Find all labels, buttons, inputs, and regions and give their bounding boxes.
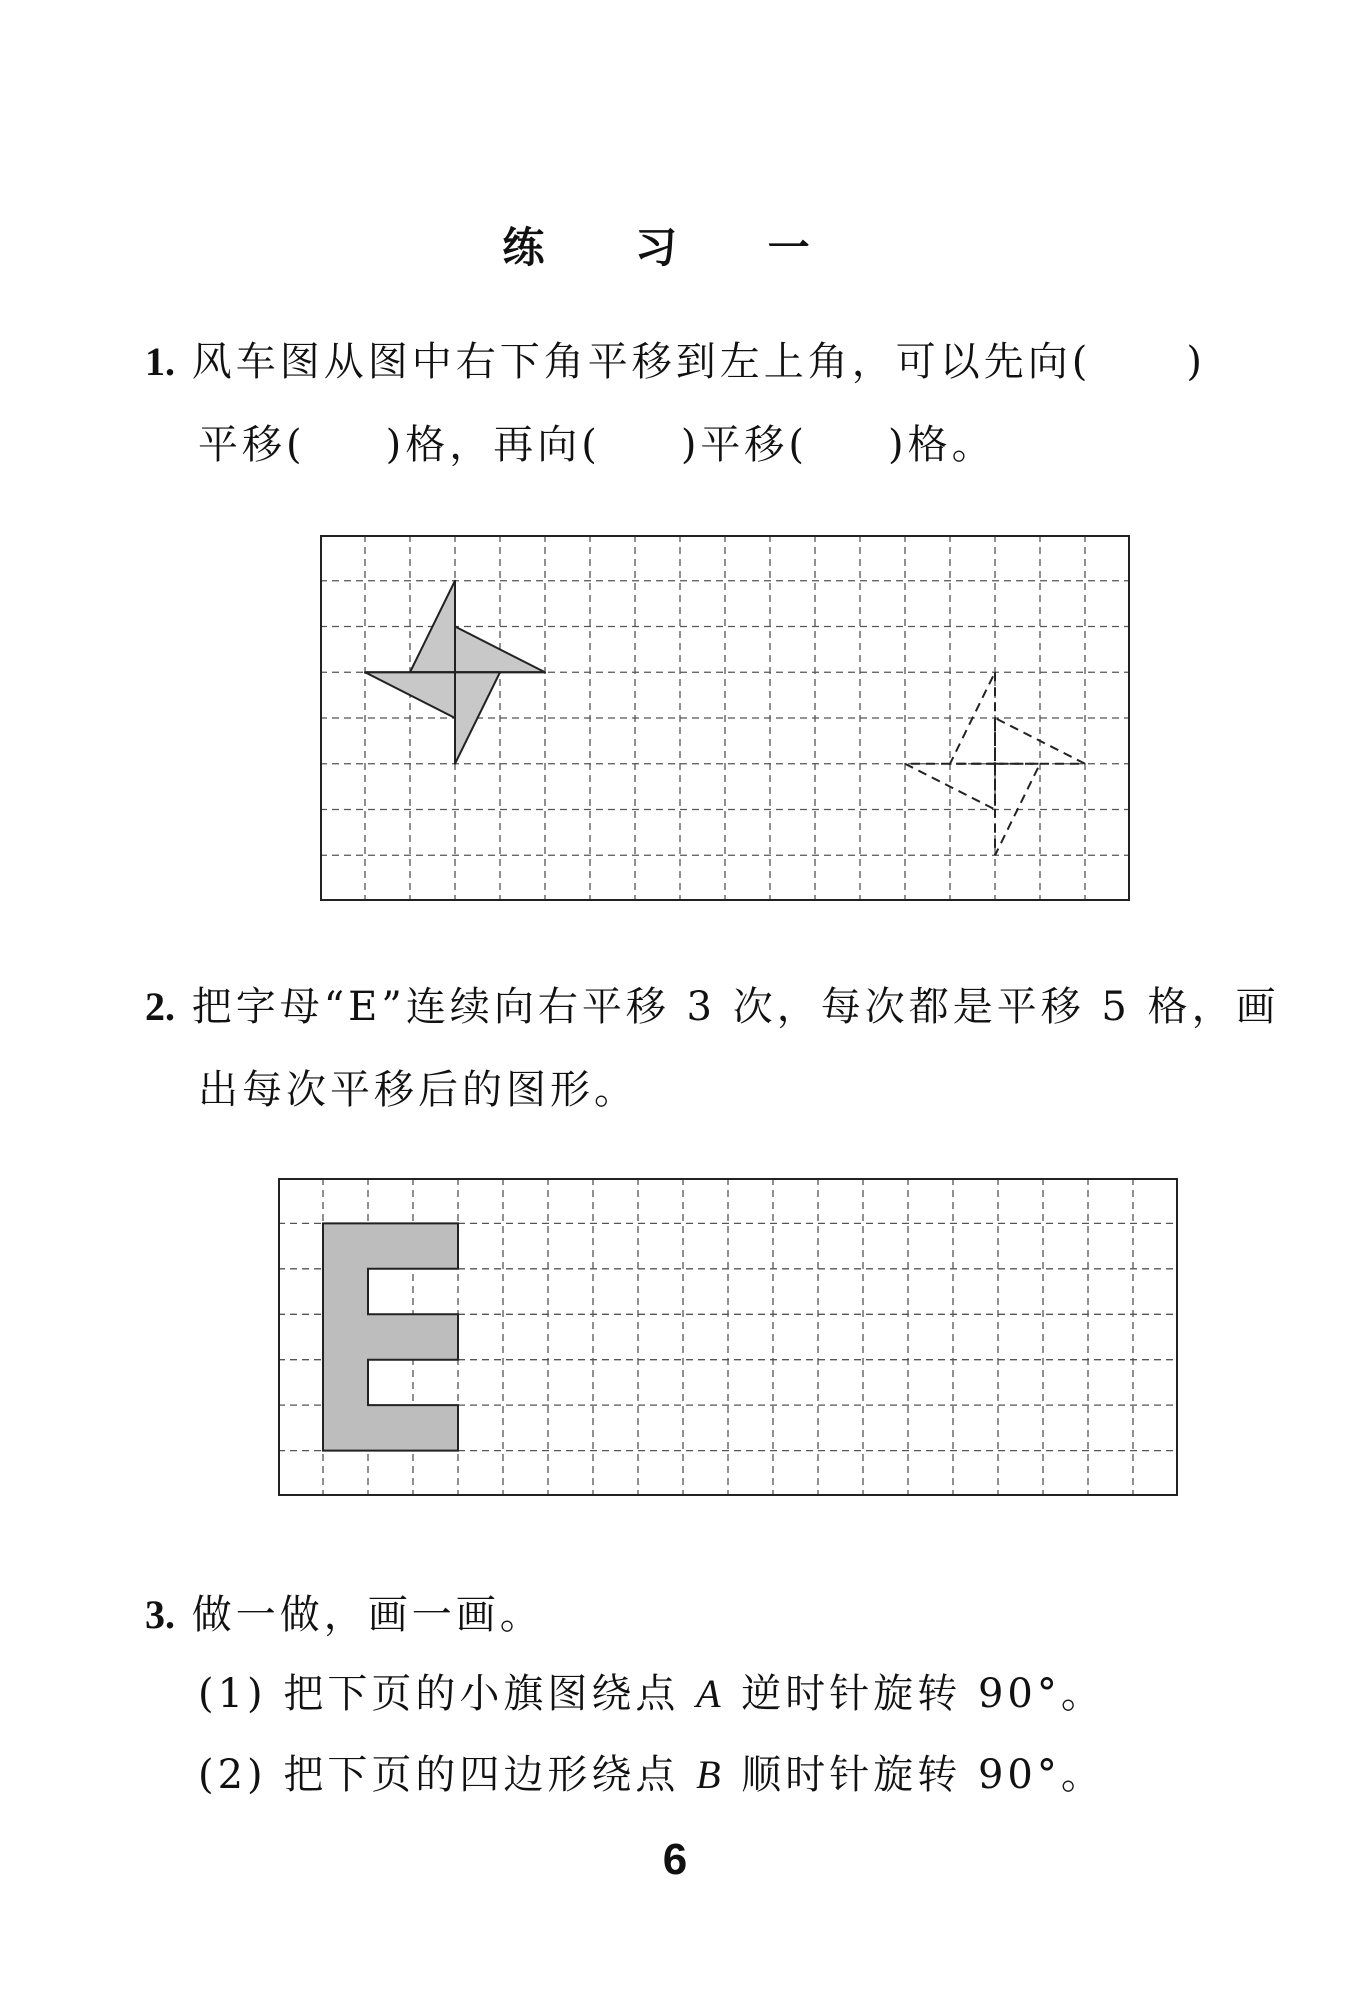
q1-number: 1. [145, 339, 175, 384]
q2-text-a: 把字母“E”连续向右平移 3 次，每次都是平移 5 格，画 [191, 984, 1280, 1030]
q1-text-e: )平移( [680, 422, 809, 468]
q1-text-b: ) [1186, 339, 1206, 385]
q3-line1 [145, 1583, 544, 1640]
q3-sub1 [198, 1662, 1105, 1719]
q2-line1 [145, 975, 1280, 1032]
q1-line1 [145, 330, 1206, 387]
q1-text-d: )格，再向( [385, 422, 601, 468]
page-title: 练 习 一 [502, 223, 848, 272]
q3-sub2-point: B [696, 1752, 725, 1797]
pinwheel-grid [320, 535, 1130, 901]
q3-sub2-text-b: 顺时针旋转 90°。 [741, 1752, 1105, 1798]
q2-line2: 出每次平移后的图形。 [198, 1067, 638, 1113]
q3-number: 3. [145, 1592, 175, 1637]
q3-sub1-text-b: 逆时针旋转 90°。 [741, 1671, 1105, 1717]
grid1-dashed-lines [320, 535, 1130, 901]
q3-text-a: 做一做，画一画。 [191, 1592, 544, 1638]
pinwheel-blade-left [365, 672, 455, 718]
page-number: 6 [662, 1835, 688, 1884]
q1-text-c: 平移( [198, 422, 306, 468]
pinwheel-solid [365, 581, 545, 764]
q1-text-a: 风车图从图中右下角平移到左上角，可以先向( [191, 339, 1092, 385]
q1-text-f: )格。 [888, 422, 996, 468]
q3-sub1-point: A [696, 1671, 725, 1716]
pinwheel-dashed [905, 672, 1085, 855]
q3-sub2 [198, 1743, 1105, 1800]
q2-number: 2. [145, 984, 175, 1029]
q3-sub1-text-a: (1) 把下页的小旗图绕点 [198, 1671, 680, 1717]
q3-sub2-text-a: (2) 把下页的四边形绕点 [198, 1752, 680, 1798]
letter-e-shape [323, 1223, 458, 1450]
letter-e-grid [278, 1178, 1178, 1496]
q1-line2 [198, 413, 996, 470]
